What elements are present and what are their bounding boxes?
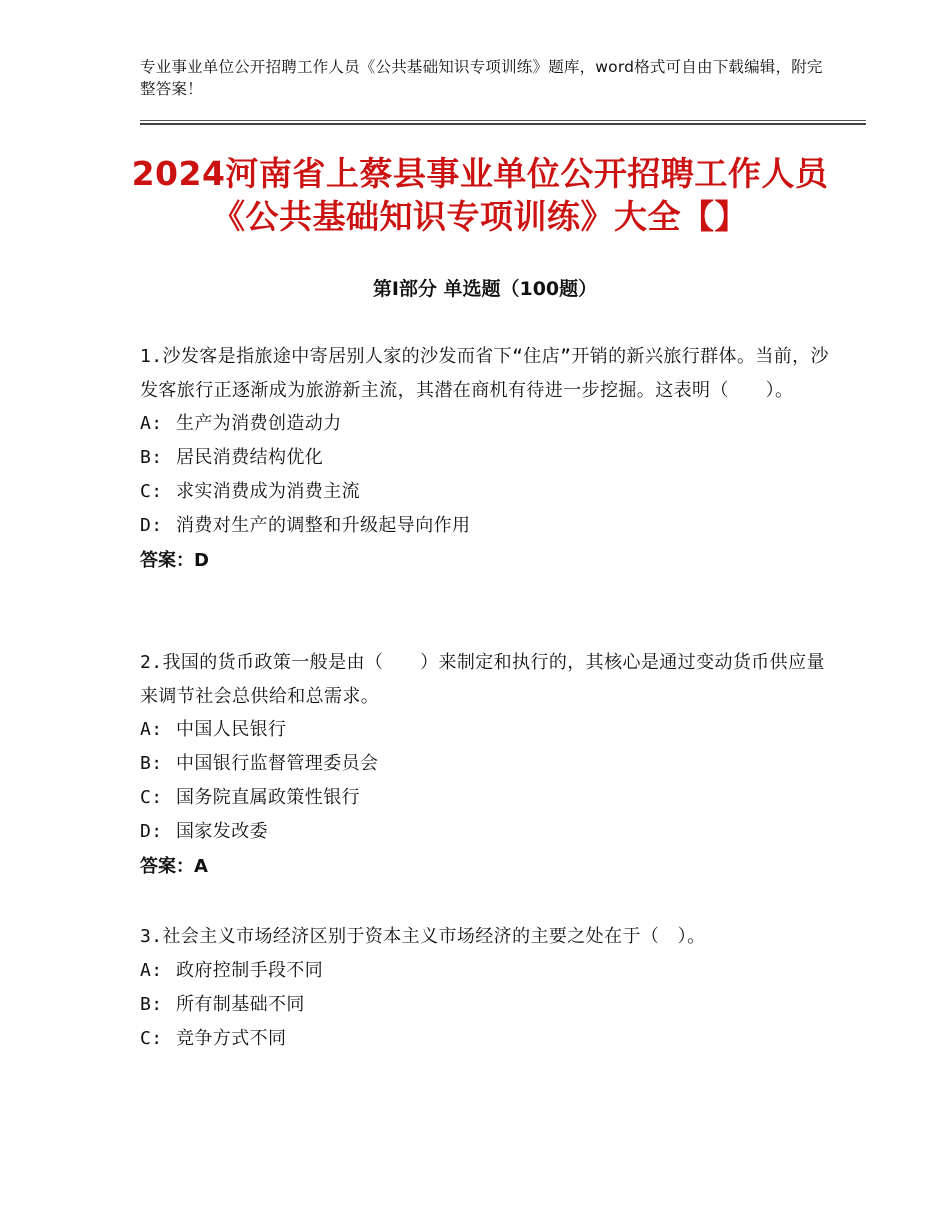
question-3 (140, 920, 830, 1056)
option-letter: C: (140, 481, 163, 502)
option-letter: A: (140, 719, 163, 740)
option-text: 国务院直属政策性银行 (176, 787, 360, 808)
option-text: 消费对生产的调整和升级起导向作用 (176, 515, 471, 536)
option-d (140, 815, 830, 849)
option-text: 国家发改委 (176, 821, 268, 842)
option-a (140, 713, 830, 747)
answer: 答案：D (140, 550, 209, 571)
option-letter: C: (140, 787, 163, 808)
option-text: 中国人民银行 (176, 719, 287, 740)
option-a (140, 407, 830, 441)
option-letter: C: (140, 1027, 163, 1049)
option-letter: B: (140, 753, 163, 774)
option-text: 所有制基础不同 (176, 993, 305, 1015)
option-text: 生产为消费创造动力 (176, 413, 342, 434)
option-letter: B: (140, 447, 163, 468)
option-b (140, 441, 830, 475)
option-a (140, 954, 830, 988)
option-text: 居民消费结构优化 (176, 447, 324, 468)
header-note: 专业事业单位公开招聘工作人员《公共基础知识专项训练》题库，word格式可自由下载编辑，附完整答案！ (140, 58, 823, 98)
question-stem: 3.社会主义市场经济区别于资本主义市场经济的主要之处在于（ ）。 (140, 926, 706, 947)
question-stem: 2.我国的货币政策一般是由（ ）来制定和执行的，其核心是通过变动货币供应量来调节社会总供给和总需求。 (140, 652, 825, 707)
document-title: 2024河南省上蔡县事业单位公开招聘工作人员《公共基础知识专项训练》大全【】 (131, 154, 829, 236)
option-text: 政府控制手段不同 (176, 959, 324, 981)
option-d (140, 509, 830, 543)
option-letter: A: (140, 413, 163, 434)
answer: 答案：A (140, 856, 208, 877)
header-divider-thick (140, 123, 866, 125)
option-letter: D: (140, 821, 163, 842)
option-text: 求实消费成为消费主流 (176, 481, 360, 502)
option-letter: B: (140, 993, 163, 1015)
option-letter: D: (140, 515, 163, 536)
option-text: 竞争方式不同 (176, 1027, 287, 1049)
question-stem: 1.沙发客是指旅途中寄居别人家的沙发而省下“住店”开销的新兴旅行群体。当前，沙发客旅行正逐渐成为旅游新主流，其潜在商机有待进一步挖掘。这表明（ ）。 (140, 346, 829, 401)
option-letter: A: (140, 959, 163, 981)
option-text: 中国银行监督管理委员会 (176, 753, 379, 774)
option-c (140, 475, 830, 509)
option-c (140, 781, 830, 815)
section-title: 第Ⅰ部分 单选题（100题） (372, 278, 598, 300)
question-2 (140, 646, 830, 885)
header-divider (140, 120, 866, 121)
option-b (140, 747, 830, 781)
option-b (140, 988, 830, 1022)
question-1 (140, 340, 830, 579)
option-c (140, 1022, 830, 1056)
